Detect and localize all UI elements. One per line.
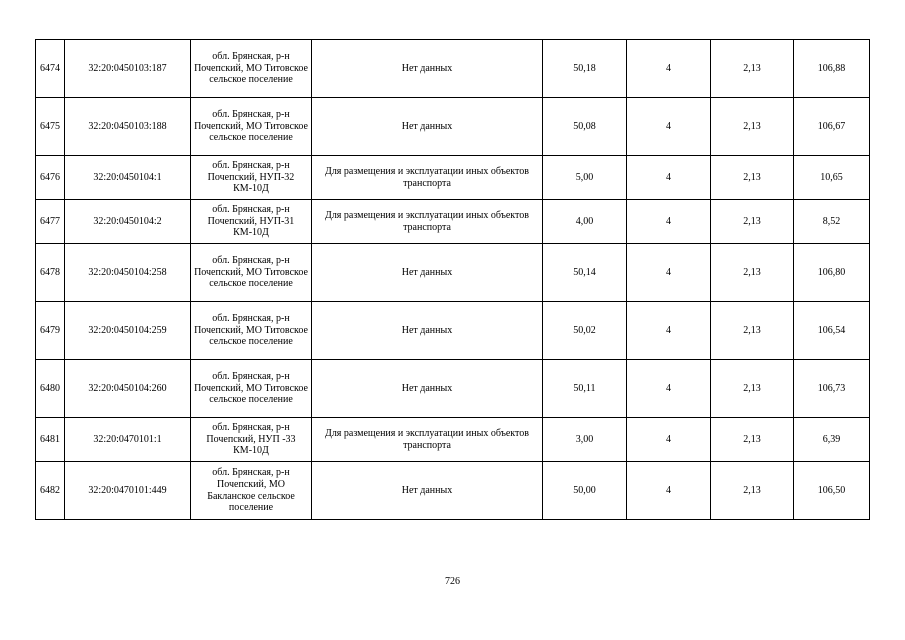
address-cell: обл. Брянская, р-н Почепский, МО Титовское сельское поселение — [191, 244, 312, 302]
rate-cell: 2,13 — [711, 302, 794, 360]
cadastral-number: 32:20:0470101:1 — [65, 418, 191, 462]
table-row — [36, 200, 870, 244]
cadastral-number: 32:20:0450104:259 — [65, 302, 191, 360]
row-number: 6474 — [36, 40, 65, 98]
area-cell: 50,18 — [543, 40, 627, 98]
coefficient-cell: 4 — [627, 156, 711, 200]
row-number: 6476 — [36, 156, 65, 200]
table-row — [36, 40, 870, 98]
rate-cell: 2,13 — [711, 40, 794, 98]
address-cell: обл. Брянская, р-н Почепский, МО Титовское сельское поселение — [191, 98, 312, 156]
land-use-cell: Нет данных — [312, 462, 543, 520]
cadastral-number: 32:20:0450103:187 — [65, 40, 191, 98]
address-cell: обл. Брянская, р-н Почепский, МО Титовское сельское поселение — [191, 40, 312, 98]
land-use-cell: Нет данных — [312, 40, 543, 98]
coefficient-cell: 4 — [627, 40, 711, 98]
coefficient-cell: 4 — [627, 302, 711, 360]
address-cell: обл. Брянская, р-н Почепский, МО Титовское сельское поселение — [191, 360, 312, 418]
row-number: 6479 — [36, 302, 65, 360]
amount-cell: 8,52 — [794, 200, 870, 244]
row-number: 6477 — [36, 200, 65, 244]
cadastral-number: 32:20:0450104:1 — [65, 156, 191, 200]
rate-cell: 2,13 — [711, 200, 794, 244]
table-row — [36, 156, 870, 200]
area-cell: 4,00 — [543, 200, 627, 244]
land-use-cell: Нет данных — [312, 360, 543, 418]
table-row — [36, 98, 870, 156]
area-cell: 50,11 — [543, 360, 627, 418]
coefficient-cell: 4 — [627, 98, 711, 156]
table-row — [36, 462, 870, 520]
amount-cell: 106,54 — [794, 302, 870, 360]
area-cell: 5,00 — [543, 156, 627, 200]
address-cell: обл. Брянская, р-н Почепский, НУП -33 КМ-10Д — [191, 418, 312, 462]
coefficient-cell: 4 — [627, 418, 711, 462]
table-row — [36, 360, 870, 418]
coefficient-cell: 4 — [627, 360, 711, 418]
land-use-cell: Нет данных — [312, 244, 543, 302]
cadastral-number: 32:20:0470101:449 — [65, 462, 191, 520]
row-number: 6478 — [36, 244, 65, 302]
cadastral-number: 32:20:0450104:260 — [65, 360, 191, 418]
land-use-cell: Для размещения и эксплуатации иных объектов транспорта — [312, 418, 543, 462]
address-cell: обл. Брянская, р-н Почепский, МО Титовское сельское поселение — [191, 302, 312, 360]
land-use-cell: Нет данных — [312, 98, 543, 156]
address-cell: обл. Брянская, р-н Почепский, МО Бакланское сельское поселение — [191, 462, 312, 520]
area-cell: 50,14 — [543, 244, 627, 302]
rate-cell: 2,13 — [711, 418, 794, 462]
area-cell: 3,00 — [543, 418, 627, 462]
row-number: 6481 — [36, 418, 65, 462]
row-number: 6482 — [36, 462, 65, 520]
cadastral-number: 32:20:0450104:2 — [65, 200, 191, 244]
row-number: 6480 — [36, 360, 65, 418]
coefficient-cell: 4 — [627, 244, 711, 302]
table-row — [36, 244, 870, 302]
area-cell: 50,00 — [543, 462, 627, 520]
land-registry-table — [35, 39, 870, 520]
page-number: 726 — [445, 576, 460, 587]
address-cell: обл. Брянская, р-н Почепский, НУП-31 КМ-10Д — [191, 200, 312, 244]
rate-cell: 2,13 — [711, 360, 794, 418]
address-cell: обл. Брянская, р-н Почепский, НУП-32 КМ-10Д — [191, 156, 312, 200]
amount-cell: 106,73 — [794, 360, 870, 418]
cadastral-number: 32:20:0450104:258 — [65, 244, 191, 302]
amount-cell: 106,50 — [794, 462, 870, 520]
area-cell: 50,08 — [543, 98, 627, 156]
rate-cell: 2,13 — [711, 98, 794, 156]
coefficient-cell: 4 — [627, 200, 711, 244]
table-row — [36, 418, 870, 462]
rate-cell: 2,13 — [711, 462, 794, 520]
land-use-cell: Для размещения и эксплуатации иных объектов транспорта — [312, 156, 543, 200]
amount-cell: 10,65 — [794, 156, 870, 200]
row-number: 6475 — [36, 98, 65, 156]
table-row — [36, 302, 870, 360]
land-use-cell: Нет данных — [312, 302, 543, 360]
land-use-cell: Для размещения и эксплуатации иных объектов транспорта — [312, 200, 543, 244]
area-cell: 50,02 — [543, 302, 627, 360]
amount-cell: 106,67 — [794, 98, 870, 156]
amount-cell: 6,39 — [794, 418, 870, 462]
table-body — [36, 40, 870, 520]
cadastral-number: 32:20:0450103:188 — [65, 98, 191, 156]
amount-cell: 106,80 — [794, 244, 870, 302]
coefficient-cell: 4 — [627, 462, 711, 520]
rate-cell: 2,13 — [711, 244, 794, 302]
rate-cell: 2,13 — [711, 156, 794, 200]
amount-cell: 106,88 — [794, 40, 870, 98]
